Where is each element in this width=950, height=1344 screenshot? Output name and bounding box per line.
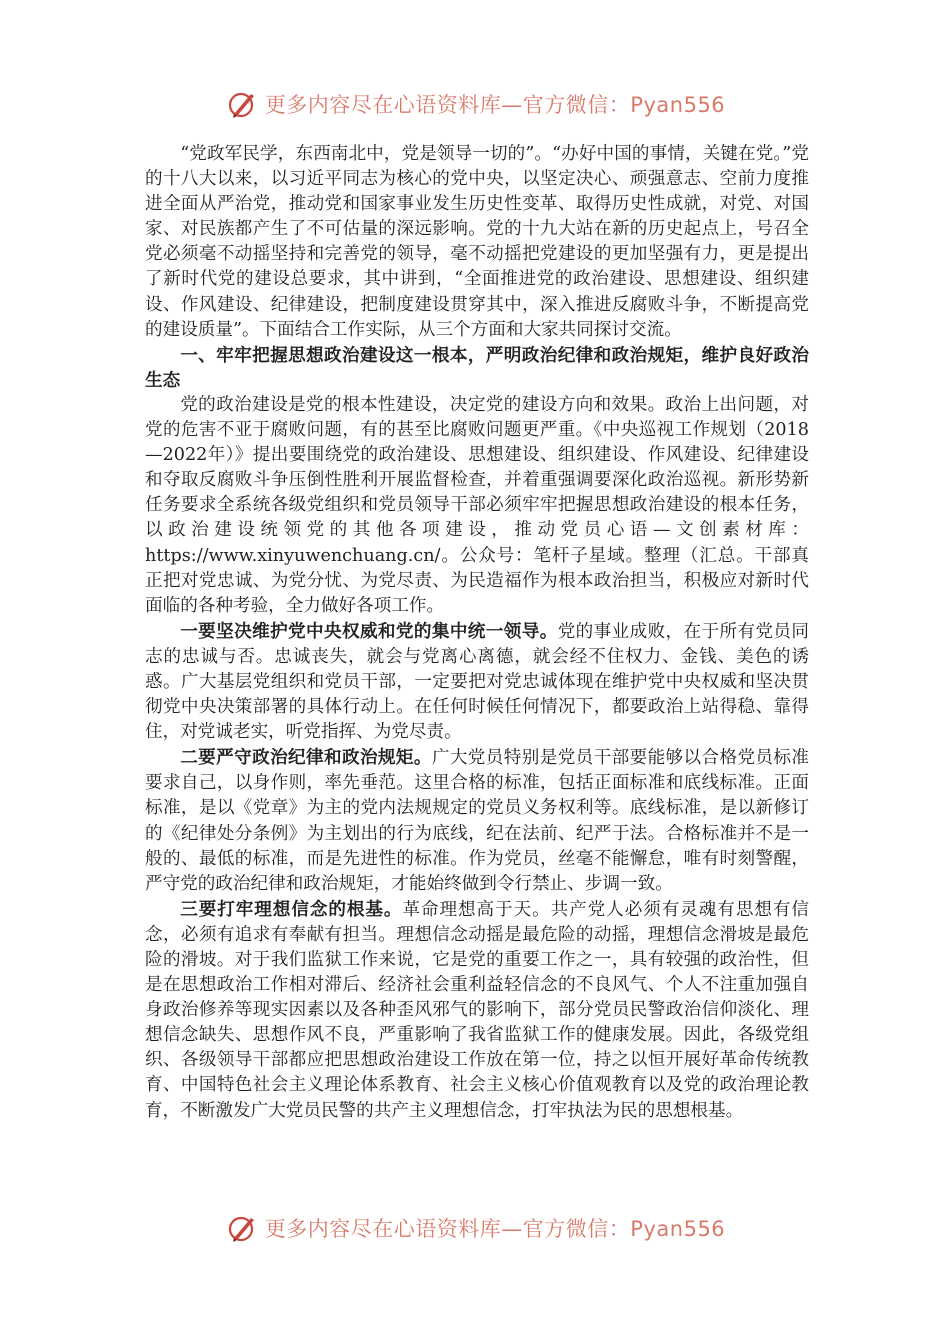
point-3-text: 革命理想高于天。共产党人必须有灵魂有思想有信念，必须有追求有奉献有担当。理想信念动摇是最危险的动摇，理想信念滑坡是最危险的滑坡。对于我们监狱工作来说，它是党的重要工作之一，具有较强的政治性，但是在思想政治工作相对滞后、经济社会重利益轻信念的不良风气、个人不注重加强自身政治修养等现实因素以及各种歪风邪气的影响下，部分党员民警政治信仰淡化、理想信念缺失、思想作风不良，严重影响了我省监狱工作的健康发展。因此，各级党组织、各级领导干部都应把思想政治建设工作放在第一位，持之以恒开展好革命传统教育、中国特色社会主义理论体系教育、社会主义核心价值观教育以及党的政治理论教育，不断激发广大党员民警的共产主义理想信念，打牢执法为民的思想根基。 — [145, 899, 809, 1121]
banner-text: 更多内容尽在心语资料库—官方微信：Pyan556 — [264, 93, 726, 117]
document-body — [145, 142, 809, 1124]
paragraph-point-2 — [145, 745, 809, 897]
footer-banner — [0, 1208, 950, 1248]
paragraph-intro: “党政军民学，东西南北中，党是领导一切的”。“办好中国的事情，关键在党。”党的十八大以来，以习近平同志为核心的党中央，以坚定决心、顽强意志、空前力度推进全面从严治党，推动党和国家事业发生历史性变革、取得历史性成就，对党、对国家、对民族都产生了不可估量的深远影响。党的十九大站在新的历史起点上，号召全党必须毫不动摇坚持和完善党的领导，毫不动摇把党建设的更加坚强有力，更是提出了新时代党的建设总要求，其中讲到，“全面推进党的政治建设、思想建设、组织建设、作风建设、纪律建设，把制度建设贯穿其中，深入推进反腐败斗争，不断提高党的建设质量”。下面结合工作实际，从三个方面和大家共同探讨交流。 — [145, 144, 809, 340]
header-banner — [0, 84, 950, 124]
point-2-text: 广大党员特别是党员干部要能够以合格党员标准要求自己，以身作则，率先垂范。这里合格的标准，包括正面标准和底线标准。正面标准，是以《党章》为主的党内法规规定的党员义务权利等。底线标准，是以新修订的《纪律处分条例》为主划出的行为底线，纪在法前、纪严于法。合格标准并不是一般的、最低的标准，而是先进性的标准。作为党员，丝毫不能懈怠，唯有时刻警醒，严守党的政治纪律和政治规矩，才能始终做到令行禁止、步调一致。 — [145, 748, 809, 894]
paragraph-point-1 — [145, 619, 809, 745]
paragraph-point-3 — [145, 897, 809, 1124]
point-1-lead: 一要坚决维护党中央权威和党的集中统一领导。 — [180, 620, 558, 642]
point-3-lead: 三要打牢理想信念的根基。 — [180, 898, 403, 920]
pen-logo-icon — [225, 1211, 259, 1245]
pen-logo-icon — [225, 87, 259, 121]
point-2-lead: 二要严守政治纪律和政治规矩。 — [180, 747, 432, 769]
paragraph-section-intro: 党的政治建设是党的根本性建设，决定党的建设方向和效果。政治上出问题，对党的危害不亚于腐败问题，有的甚至比腐败问题更严重。《中央巡视工作规划（2018—2022年）》提出要围绕党的政治建设、思想建设、组织建设、作风建设、纪律建设和夺取反腐败斗争压倒性胜利开展监督检查，并着重强调要深化政治巡视。新形势新任务要求全系统各级党组织和党员领导干部必须牢牢把握思想政治建设的根本任务，以政治建设统领党的其他各项建设，推动党员心语—文创素材库：https://www.xinyuwenchuang.cn/。公众号：笔杆子星域。整理（汇总。干部真正把对党忠诚、为党分忧、为党尽责、为民造福作为根本政治担当，积极应对新时代面临的各种考验，全力做好各项工作。 — [145, 394, 809, 616]
section-heading: 一、牢牢把握思想政治建设这一根本，严明政治纪律和政治规矩，维护良好政治生态 — [145, 344, 809, 391]
banner-text: 更多内容尽在心语资料库—官方微信：Pyan556 — [264, 1217, 726, 1241]
point-1-text: 党的事业成败，在于所有党员同志的忠诚与否。忠诚丧失，就会与党离心离德，就会经不住权力、金钱、美色的诱惑。广大基层党组织和党员干部，一定要把对党忠诚体现在维护党中央权威和坚决贯彻党中央决策部署的具体行动上。在任何时候任何情况下，都要政治上站得稳、靠得住，对党诚老实，听党指挥、为党尽责。 — [145, 621, 809, 743]
